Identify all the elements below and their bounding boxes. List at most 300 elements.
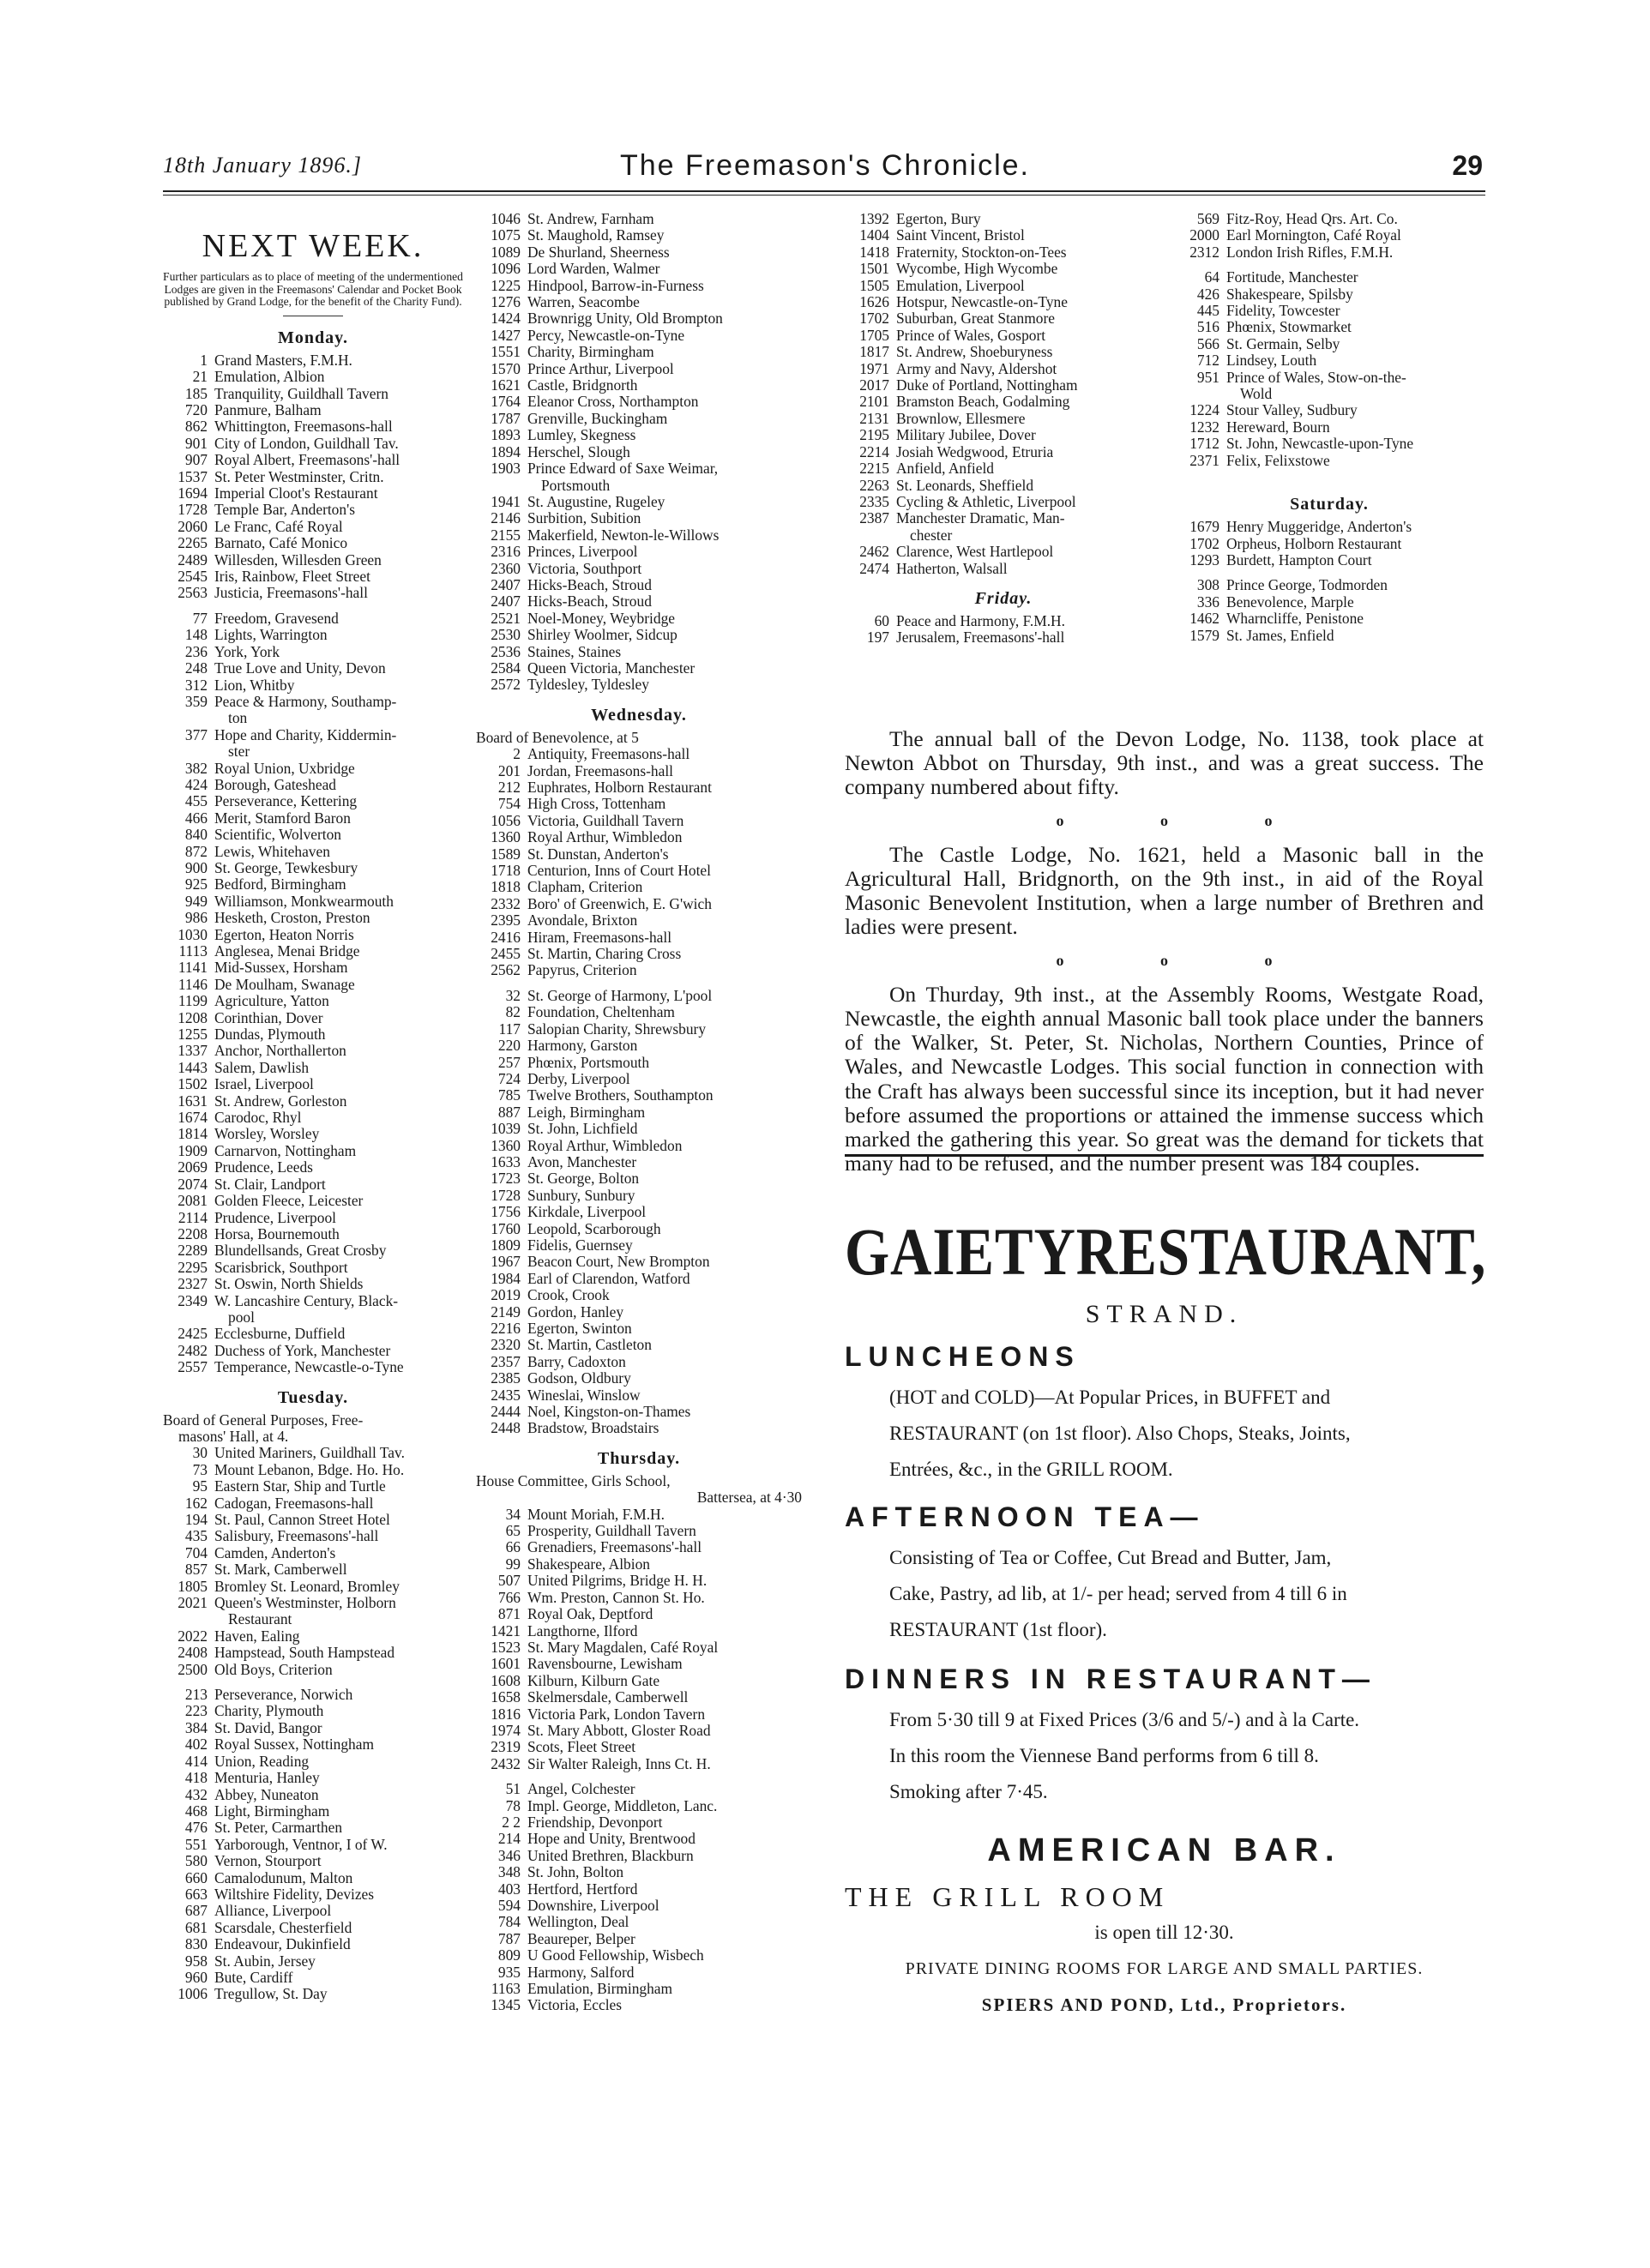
lodge-entry [476, 1320, 802, 1337]
lodge-name: Carodoc, Rhyl [214, 1109, 302, 1127]
lodge-number: 1505 [859, 276, 889, 294]
lodge-name: Castle, Bridgnorth [527, 376, 638, 394]
lodge-entry [163, 1343, 463, 1359]
lodge-entry [163, 1210, 463, 1226]
lodge-entry [1175, 244, 1484, 261]
lodge-name: St. Peter Westminster, Critn. [214, 467, 384, 485]
lodge-name: Lumley, Skegness [527, 426, 636, 444]
lodge-entry [163, 418, 463, 435]
lodge-name: Princes, Liverpool [527, 543, 638, 561]
lodge-name: Merit, Stamford Baron [214, 809, 351, 827]
lodge-number: 2407 [491, 575, 521, 593]
lodge-entry [163, 1143, 463, 1159]
lodge-number: 1967 [491, 1253, 521, 1271]
lodge-number: 1893 [491, 426, 521, 444]
lodge-number: 551 [184, 1835, 208, 1853]
day-heading-wednesday: Wednesday. [591, 705, 687, 725]
lodge-entry-continuation [163, 743, 463, 760]
lodge-entry [476, 361, 802, 377]
lodge-entry [163, 1126, 463, 1142]
dinners-line: Smoking after 7·45. [889, 1781, 1048, 1802]
lodge-name: Avondale, Brixton [527, 911, 638, 929]
lead-line: Battersea, at 4·30 [696, 1489, 802, 1507]
lodge-entry [476, 946, 802, 962]
next-week-intro: Further particulars as to place of meeting of the undermentioned Lodges are given in the Freemasons' Calendar and Pocket Book published by Grand Lodge, for the benefit of the Charity Fund). [163, 270, 463, 309]
lodge-entry-continuation [163, 1611, 463, 1627]
lodge-number: 887 [497, 1103, 521, 1121]
lodge-number: 1225 [491, 276, 521, 294]
lodge-entry [476, 1947, 802, 1964]
lodge-entry [163, 1595, 463, 1611]
lodge-name: Downshire, Liverpool [527, 1897, 659, 1914]
lodge-name: True Love and Unity, Devon [214, 659, 386, 677]
lodge-number: 1626 [859, 293, 889, 311]
lodge-number: 455 [184, 792, 208, 810]
lodge-entry [476, 1004, 802, 1020]
lodge-number: 2371 [1189, 451, 1219, 469]
lodge-number: 21 [192, 368, 208, 386]
lodge-entry [476, 1556, 802, 1573]
lodge-entry [163, 893, 463, 910]
lodge-entry [476, 1639, 802, 1656]
lodge-entry [476, 1798, 802, 1814]
lodge-entry [1175, 303, 1484, 319]
lodge-entry-continuation [163, 710, 463, 726]
lodge-number: 2 2 [502, 1813, 521, 1831]
lodge-name: Antiquity, Freemasons-hall [527, 745, 690, 763]
lodge-location-cont: Wold [1240, 385, 1273, 403]
lodge-name: Burdett, Hampton Court [1226, 550, 1372, 569]
lodge-entry [163, 1853, 463, 1869]
lodge-number: 754 [497, 795, 521, 813]
lodge-entry [476, 211, 802, 227]
lodge-number: 2319 [491, 1738, 521, 1756]
lodge-name: Barry, Cadoxton [527, 1352, 626, 1370]
lodge-entry [476, 1507, 802, 1523]
luncheons-heading: LUNCHEONS [845, 1341, 1081, 1372]
lodge-name: Papyrus, Criterion [527, 961, 637, 979]
lodge-number: 2395 [491, 911, 521, 929]
lodge-number: 1421 [491, 1621, 521, 1639]
lodge-name: Henry Muggeridge, Anderton's [1226, 518, 1412, 536]
lodge-name: Prince George, Todmorden [1226, 576, 1388, 594]
lodge-name: Noel-Money, Weybridge [527, 609, 675, 627]
lodge-entry [163, 1703, 463, 1719]
lodge-name: Staines, Staines [527, 642, 622, 660]
lodge-group [845, 211, 1162, 577]
tuesday-lodge-list-cont [476, 211, 802, 694]
lodge-number: 212 [497, 779, 521, 796]
lodge-name: Freedom, Gravesend [214, 609, 339, 627]
lodge-number: 1631 [178, 1092, 208, 1110]
lodge-entry [476, 1539, 802, 1555]
lodge-number: 1723 [491, 1170, 521, 1188]
lodge-entry [163, 677, 463, 694]
lodge-entry [163, 1645, 463, 1661]
lodge-number: 1712 [1189, 435, 1219, 453]
lodge-entry [476, 1087, 802, 1104]
lodge-entry [476, 460, 802, 477]
lodge-number: 1816 [491, 1705, 521, 1723]
lodge-entry [845, 427, 1162, 443]
lodge-name: St. George, Bolton [527, 1170, 640, 1188]
lodge-name: Imperial Cloot's Restaurant [214, 484, 378, 502]
lodge-number: 2101 [859, 393, 889, 411]
lodge-name: Light, Birmingham [214, 1802, 330, 1820]
lodge-group [476, 746, 802, 979]
lodge-name: Cycling & Athletic, Liverpool [896, 492, 1076, 510]
lodge-number: 2131 [859, 409, 889, 427]
lodge-name: Victoria Park, London Tavern [527, 1705, 706, 1723]
lodge-number: 2455 [491, 945, 521, 963]
lodge-name: Angel, Colchester [527, 1780, 635, 1798]
lodge-name: Lord Warden, Walmer [527, 260, 660, 278]
luncheons-text [845, 1380, 1484, 1488]
lodge-number: 2448 [491, 1419, 521, 1437]
lodge-name: Temperance, Newcastle-o-Tyne [214, 1358, 404, 1376]
lodge-name: Iris, Rainbow, Fleet Street [214, 568, 370, 586]
lodge-name: Army and Navy, Aldershot [896, 359, 1057, 377]
lodge-entry [476, 763, 802, 779]
indent-spacer [163, 1309, 214, 1326]
lodge-entry [163, 1043, 463, 1059]
lodge-entry [845, 294, 1162, 310]
lodge-entry [163, 1720, 463, 1736]
lodge-number: 1523 [491, 1638, 521, 1656]
lodge-name: Royal Arthur, Wimbledon [527, 828, 683, 846]
lodge-entry [163, 1837, 463, 1853]
grill-room-hours: is open till 12·30. [1094, 1922, 1234, 1943]
lodge-number: 1809 [491, 1236, 521, 1254]
lodge-number: 720 [184, 401, 208, 418]
lodge-entry [476, 593, 802, 610]
lodge-number: 784 [497, 1913, 521, 1931]
lodge-entry [476, 1071, 802, 1087]
lodge-entry [476, 1387, 802, 1404]
lodge-number: 687 [184, 1902, 208, 1920]
lodge-number: 2208 [178, 1224, 208, 1242]
lodge-entry [163, 1326, 463, 1342]
lodge-entry [1175, 352, 1484, 369]
lodge-name: Salopian Charity, Shrewsbury [527, 1020, 707, 1038]
lodge-group [163, 1687, 463, 2003]
lodge-name: Friendship, Devonport [527, 1813, 663, 1831]
lodge-entry [845, 444, 1162, 460]
lodge-name: Anglesea, Menai Bridge [214, 942, 360, 960]
lodge-name: Menturia, Hanley [214, 1769, 320, 1787]
lodge-number: 2489 [178, 550, 208, 569]
lodge-entry [476, 1021, 802, 1038]
lodge-name: York, York [214, 642, 280, 660]
lodge-entry [163, 910, 463, 926]
lodge-number: 445 [1196, 302, 1219, 320]
lodge-name: Ravensbourne, Lewisham [527, 1655, 683, 1673]
lodge-name: Egerton, Heaton Norris [214, 925, 354, 943]
lodge-entry [476, 1814, 802, 1831]
lodge-name: Impl. George, Middleton, Lanc. [527, 1796, 718, 1814]
lodge-name: St. David, Bangor [214, 1718, 322, 1736]
lodge-entry [476, 813, 802, 829]
lodge-number: 1537 [178, 467, 208, 485]
lodge-name: Hicks-Beach, Stroud [527, 593, 652, 611]
lodge-number: 468 [184, 1802, 208, 1820]
lodge-number: 1551 [491, 343, 521, 361]
lodge-entry [163, 1110, 463, 1126]
lodge-entry [845, 261, 1162, 277]
dinners-line: In this room the Viennese Band performs from 6 till 8. [889, 1745, 1319, 1766]
lodge-name: Gordon, Hanley [527, 1302, 624, 1320]
lodge-name: Shakespeare, Spilsby [1226, 285, 1353, 303]
tea-line: Consisting of Tea or Coffee, Cut Bread and Butter, Jam, [889, 1547, 1332, 1568]
lodge-name: Ecclesburne, Duffield [214, 1325, 346, 1343]
lodge-entry [476, 1606, 802, 1622]
lodge-entry [476, 561, 802, 577]
lodge-name: Dundas, Plymouth [214, 1026, 326, 1044]
lodge-entry [476, 444, 802, 460]
lodge-entry [163, 660, 463, 677]
lodge-name: Yarborough, Ventnor, I of W. [214, 1835, 388, 1853]
lodge-name: St. Paul, Cannon Street Hotel [214, 1511, 390, 1528]
lodge-number: 1392 [859, 210, 889, 227]
lodge-name: Williamson, Monkwearmouth [214, 892, 394, 910]
lodge-entry [476, 962, 802, 978]
lodge-entry [476, 1121, 802, 1137]
lodge-entry [476, 1237, 802, 1254]
lodge-number: 66 [505, 1538, 521, 1556]
lodge-entry [163, 402, 463, 418]
lodge-entry [845, 629, 1162, 646]
luncheons-line: RESTAURANT (on 1st floor). Also Chops, Steaks, Joints, [889, 1423, 1351, 1444]
afternoon-tea-heading: AFTERNOON TEA— [845, 1501, 1205, 1532]
lodge-entry [163, 1920, 463, 1936]
lodge-entry [1175, 419, 1484, 436]
lodge-name: Scarisbrick, Southport [214, 1258, 348, 1276]
dinners-line: From 5·30 till 9 at Fixed Prices (3/6 and 5/-) and à la Carte. [889, 1709, 1360, 1730]
lodge-name: Prince of Wales, Gosport [896, 326, 1046, 344]
lodge-number: 308 [1196, 576, 1219, 594]
lodge-entry [1175, 519, 1484, 535]
lodge-number: 1728 [491, 1186, 521, 1204]
lodge-number: 1941 [491, 492, 521, 510]
lodge-name: Scots, Fleet Street [527, 1738, 636, 1756]
lodge-number: 248 [184, 659, 208, 677]
lodge-name: Union, Reading [214, 1752, 310, 1770]
lodge-name: Saint Vincent, Bristol [896, 226, 1025, 244]
lodge-group [1175, 211, 1484, 261]
lodge-entry [163, 860, 463, 876]
lodge-entry [163, 1936, 463, 1952]
lodge-entry [163, 1662, 463, 1678]
lodge-number: 1674 [178, 1109, 208, 1127]
lodge-number: 935 [497, 1963, 521, 1981]
lodge-number: 1787 [491, 409, 521, 427]
lodge-number: 704 [184, 1543, 208, 1561]
lodge-number: 1756 [491, 1203, 521, 1221]
lodge-entry [1175, 577, 1484, 593]
lodge-name: Noel, Kingston-on-Thames [527, 1403, 691, 1421]
lodge-name: Victoria, Southport [527, 559, 642, 577]
lodge-entry [476, 1254, 802, 1270]
lodge-name: Prince of Wales, Stow-on-the- [1226, 368, 1406, 386]
lodge-name: St. Aubin, Jersey [214, 1952, 316, 1970]
lodge-number: 840 [184, 826, 208, 844]
lodge-entry [476, 427, 802, 443]
lodge-name: St. Germain, Selby [1226, 334, 1340, 352]
lodge-name: Corinthian, Dover [214, 1008, 323, 1026]
lodge-number: 2216 [491, 1320, 521, 1337]
lodge-number: 414 [184, 1752, 208, 1770]
lodge-number: 213 [184, 1686, 208, 1704]
lodge-entry [476, 278, 802, 294]
lodge-number: 2069 [178, 1158, 208, 1176]
lodge-number: 2263 [859, 476, 889, 494]
lodge-number: 660 [184, 1868, 208, 1886]
lodge-name: Emulation, Albion [214, 368, 325, 386]
lodge-name: St. Leonards, Sheffield [896, 476, 1034, 494]
lodge-number: 2149 [491, 1302, 521, 1320]
column-4 [1175, 211, 1484, 653]
lodge-name: Hiram, Freemasons-hall [527, 928, 672, 946]
masthead-title: The Freemason's Chronicle. [620, 149, 1030, 182]
lodge-number: 1702 [859, 310, 889, 328]
lodge-number: 566 [1196, 334, 1219, 352]
indent-spacer [163, 1611, 214, 1627]
lodge-entry [476, 1337, 802, 1353]
lodge-number: 2536 [491, 642, 521, 660]
lodge-entry [476, 1723, 802, 1739]
lodge-name: Borough, Gateshead [214, 775, 336, 793]
news-paragraph-castle-lodge: The Castle Lodge, No. 1621, held a Masonic ball in the Agricultural Hall, Bridgnorth, on the 9th inst., in aid of the Royal Masonic Benevolent Institution, when a large number of Brethren and ladies were present. [845, 841, 1484, 940]
lodge-entry [476, 1656, 802, 1672]
lodge-number: 2425 [178, 1325, 208, 1343]
lodge-name: Tranquility, Guildhall Tavern [214, 384, 388, 402]
lodge-number: 2444 [491, 1403, 521, 1421]
lodge-name: Charity, Birmingham [527, 343, 654, 361]
lodge-number: 2360 [491, 559, 521, 577]
lodge-number: 194 [184, 1511, 208, 1528]
lodge-name: Cadogan, Freemasons-hall [214, 1494, 374, 1512]
lodge-name: St. John, Bolton [527, 1863, 624, 1881]
lodge-entry [476, 1104, 802, 1121]
lodge-entry [476, 1354, 802, 1370]
lodge-name: St. Andrew, Farnham [527, 210, 654, 227]
lodge-number: 1718 [491, 862, 521, 880]
lodge-entry [163, 452, 463, 468]
lodge-number: 1817 [859, 343, 889, 361]
lodge-entry [476, 1689, 802, 1706]
lodge-number: 580 [184, 1852, 208, 1870]
lodge-number: 1141 [178, 959, 208, 977]
lodge-name: Suburban, Great Stanmore [896, 310, 1055, 328]
american-bar: AMERICAN BAR. [987, 1832, 1341, 1868]
lodge-location-cont: Portsmouth [541, 476, 611, 494]
lodge-entry [163, 1886, 463, 1903]
lodge-entry [163, 1293, 463, 1309]
lodge-number: 348 [497, 1863, 521, 1881]
lodge-name: Fitz-Roy, Head Qrs. Art. Co. [1226, 210, 1398, 227]
lodge-number: 1760 [491, 1219, 521, 1237]
lodge-number: 223 [184, 1702, 208, 1720]
lodge-number: 907 [184, 451, 208, 469]
lodge-number: 2146 [491, 509, 521, 527]
lodge-entry [845, 211, 1162, 227]
lodge-number: 435 [184, 1527, 208, 1545]
lodge-entry [476, 527, 802, 544]
lodge-location-cont: ster [228, 743, 250, 761]
lodge-entry [163, 644, 463, 660]
lodge-number: 1579 [1189, 626, 1219, 644]
lodge-entry [476, 1981, 802, 1997]
proprietors: SPIERS AND POND, Ltd., Proprietors. [981, 1994, 1347, 2015]
lodge-number: 424 [184, 775, 208, 793]
lodge-name: Hampstead, South Hampstead [214, 1644, 395, 1662]
lodge-number: 220 [497, 1037, 521, 1055]
lodge-entry [163, 960, 463, 976]
thursday-lead [476, 1473, 802, 1507]
lodge-number: 117 [498, 1020, 521, 1038]
lodge-group [845, 613, 1162, 647]
lodge-name: Salem, Dawlish [214, 1058, 310, 1076]
lodge-name: Egerton, Swinton [527, 1320, 632, 1337]
lodge-name: Queen Victoria, Manchester [527, 659, 696, 677]
lodge-entry [163, 535, 463, 551]
lodge-entry [476, 1304, 802, 1320]
lodge-entry [163, 844, 463, 860]
lodge-entry [163, 1495, 463, 1512]
lodge-name: Willesden, Willesden Green [214, 550, 382, 569]
lodge-name: Foundation, Cheltenham [527, 1003, 675, 1021]
lodge-number: 377 [184, 725, 208, 743]
lodge-number: 1608 [491, 1671, 521, 1689]
lodge-number: 162 [184, 1494, 208, 1512]
lodge-entry [476, 879, 802, 895]
lodge-number: 1255 [178, 1026, 208, 1044]
lodge-name: Worsley, Worsley [214, 1125, 320, 1143]
advert-title [845, 1214, 1487, 1289]
lodge-number: 2385 [491, 1369, 521, 1387]
lodge-number: 1276 [491, 293, 521, 311]
lodge-number: 766 [497, 1588, 521, 1606]
lodge-name: Brownlow, Ellesmere [896, 409, 1026, 427]
lodge-entry [476, 227, 802, 244]
lodge-number: 569 [1196, 210, 1219, 227]
lodge-entry [163, 1512, 463, 1528]
lodge-name: Phœnix, Portsmouth [527, 1053, 650, 1071]
lodge-name: Herschel, Slough [527, 442, 630, 460]
lodge-number: 257 [497, 1053, 521, 1071]
lodge-name: Mount Moriah, F.M.H. [527, 1505, 665, 1523]
lodge-number: 214 [497, 1830, 521, 1848]
lodge-number: 2335 [859, 492, 889, 510]
lodge-name: Wellington, Deal [527, 1913, 629, 1931]
lodge-name: Prosperity, Guildhall Tavern [527, 1522, 696, 1540]
lodge-entry [845, 227, 1162, 244]
lodge-number: 2289 [178, 1242, 208, 1260]
lodge-number: 2214 [859, 442, 889, 460]
lodge-name: Kirkdale, Liverpool [527, 1203, 647, 1221]
lodge-entry [476, 1170, 802, 1187]
lodge-number: 949 [184, 892, 208, 910]
lodge-number: 60 [874, 611, 889, 629]
lodge-entry [163, 1561, 463, 1578]
lodge-name: Mount Lebanon, Bdge. Ho. Ho. [214, 1460, 405, 1478]
lodge-group [1175, 269, 1484, 469]
lodge-entry [845, 310, 1162, 327]
lodge-number: 1679 [1189, 518, 1219, 536]
lodge-entry [163, 1026, 463, 1043]
lodge-name: Hotspur, Newcastle-on-Tyne [896, 293, 1068, 311]
lodge-location-cont: Restaurant [228, 1610, 292, 1628]
